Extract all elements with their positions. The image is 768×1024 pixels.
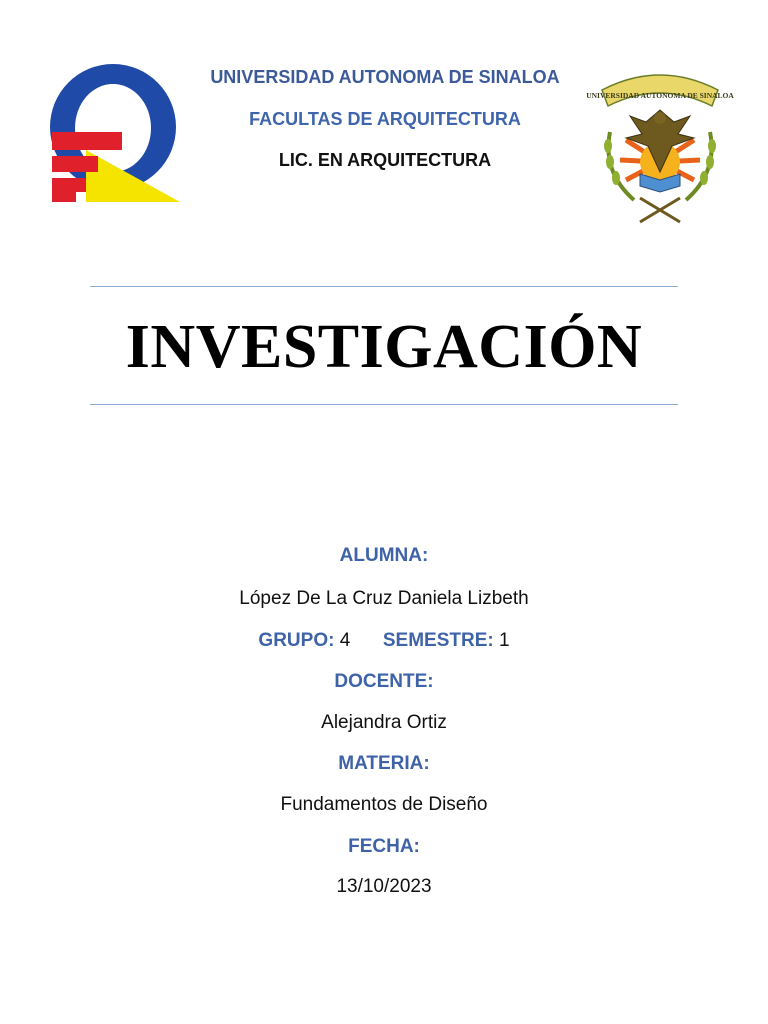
career-name: LIC. EN ARQUITECTURA — [278, 150, 492, 170]
title-bottom-rule — [90, 404, 678, 405]
subject-name: Fundamentos de Diseño — [280, 794, 488, 815]
university-seal-logo — [586, 62, 734, 226]
group-semester-row — [0, 630, 768, 652]
teacher-label: DOCENTE: — [334, 671, 434, 692]
architecture-faculty-logo — [46, 60, 180, 204]
student-name: López De La Cruz Daniela Lizbeth — [239, 588, 529, 609]
date-value: 13/10/2023 — [336, 876, 432, 897]
student-label: ALUMNA: — [339, 545, 429, 566]
group-value: 4 — [339, 630, 351, 651]
semester-label: SEMESTRE: — [382, 630, 494, 651]
date-label: FECHA: — [348, 836, 420, 857]
faculty-name: FACULTAS DE ARQUITECTURA — [249, 109, 521, 129]
document-title: INVESTIGACIÓN — [125, 313, 643, 381]
semester-value: 1 — [498, 630, 510, 651]
teacher-name: Alejandra Ortiz — [321, 712, 447, 733]
title-top-rule — [90, 286, 678, 287]
subject-label: MATERIA: — [338, 753, 430, 774]
seal-banner-text: UNIVERSIDAD AUTONOMA DE SINALOA — [586, 91, 734, 100]
university-name: UNIVERSIDAD AUTONOMA DE SINALOA — [210, 67, 560, 87]
group-label: GRUPO: — [258, 630, 335, 651]
